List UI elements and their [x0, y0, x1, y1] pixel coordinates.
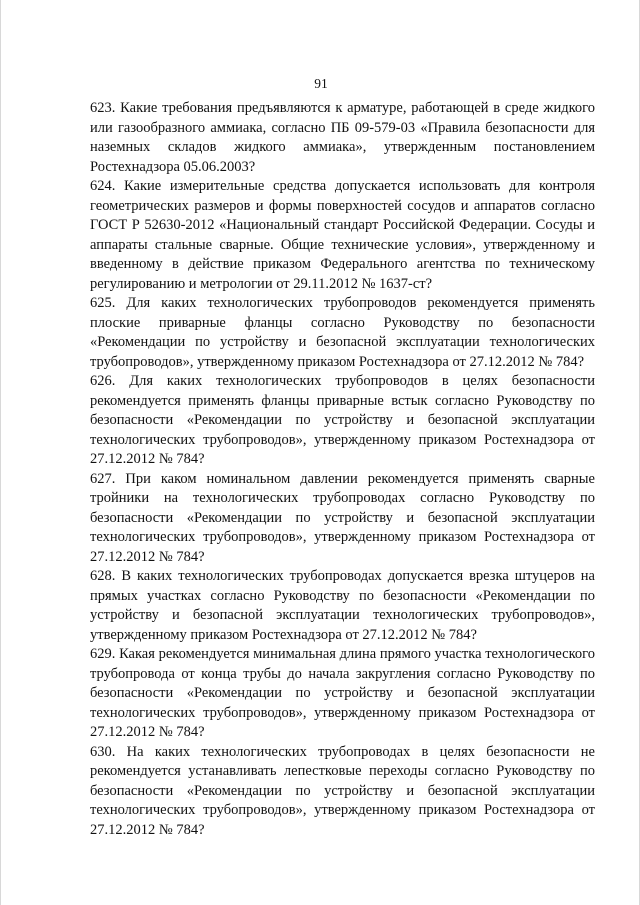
- question-628: 628. В каких технологических трубопроводах допускается врезка штуцеров на прямых участках согласно Руководству по безопасности «Рекомендации по устройству и безопасной эксплуатации технологических трубопроводов», утвержденному приказом Ростехнадзора от 27.12.2012 № 784?: [90, 568, 595, 643]
- question-629: 629. Какая рекомендуется минимальная длина прямого участка технологического трубопровода от конца трубы до начала закругления согласно Руководству по безопасности «Рекомендации по устройству и безопасной эксплуатации технологических трубопроводов», утвержденному приказом Ростехнадзора от 27.12.2012 № 784?: [90, 646, 595, 740]
- page-number: 91: [314, 76, 328, 91]
- question-624: 624. Какие измерительные средства допускается использовать для контроля геометрических размеров и формы поверхностей сосудов и аппаратов согласно ГОСТ Р 52630-2012 «Национальный стандарт Российской Федерации. Сосуды и аппараты стальные сварные. Общие технические условия», утвержденному и введенному в действие приказом Федерального агентства по техническому регулированию и метрологии от 29.11.2012 № 1637-ст?: [90, 178, 595, 292]
- question-623: 623. Какие требования предъявляются к арматуре, работающей в среде жидкого или газообразного аммиака, согласно ПБ 09-579-03 «Правила безопасности для наземных складов жидкого аммиака», утвержденным постановлением Ростехнадзора 05.06.2003?: [90, 100, 595, 175]
- question-626: 626. Для каких технологических трубопроводов в целях безопасности рекомендуется применять фланцы приварные встык согласно Руководству по безопасности «Рекомендации по устройству и безопасной эксплуатации технологических трубопроводов», утвержденному приказом Ростехнадзора от 27.12.2012 № 784?: [90, 373, 595, 467]
- question-630: 630. На каких технологических трубопроводах в целях безопасности не рекомендуется устанавливать лепестковые переходы согласно Руководству по безопасности «Рекомендации по устройству и безопасной эксплуатации технологических трубопроводов», утвержденному приказом Ростехнадзора от 27.12.2012 № 784?: [90, 743, 595, 838]
- question-list: [90, 99, 595, 840]
- question-625: 625. Для каких технологических трубопроводов рекомендуется применять плоские приварные фланцы согласно Руководству по безопасности «Рекомендации по устройству и безопасной эксплуатации технологических трубопроводов», утвержденному приказом Ростехнадзора от 27.12.2012 № 784?: [90, 295, 595, 370]
- question-627: 627. При каком номинальном давлении рекомендуется применять сварные тройники на технологических трубопроводах согласно Руководству по безопасности «Рекомендации по устройству и безопасной эксплуатации технологических трубопроводов», утвержденному приказом Ростехнадзора от 27.12.2012 № 784?: [90, 470, 595, 565]
